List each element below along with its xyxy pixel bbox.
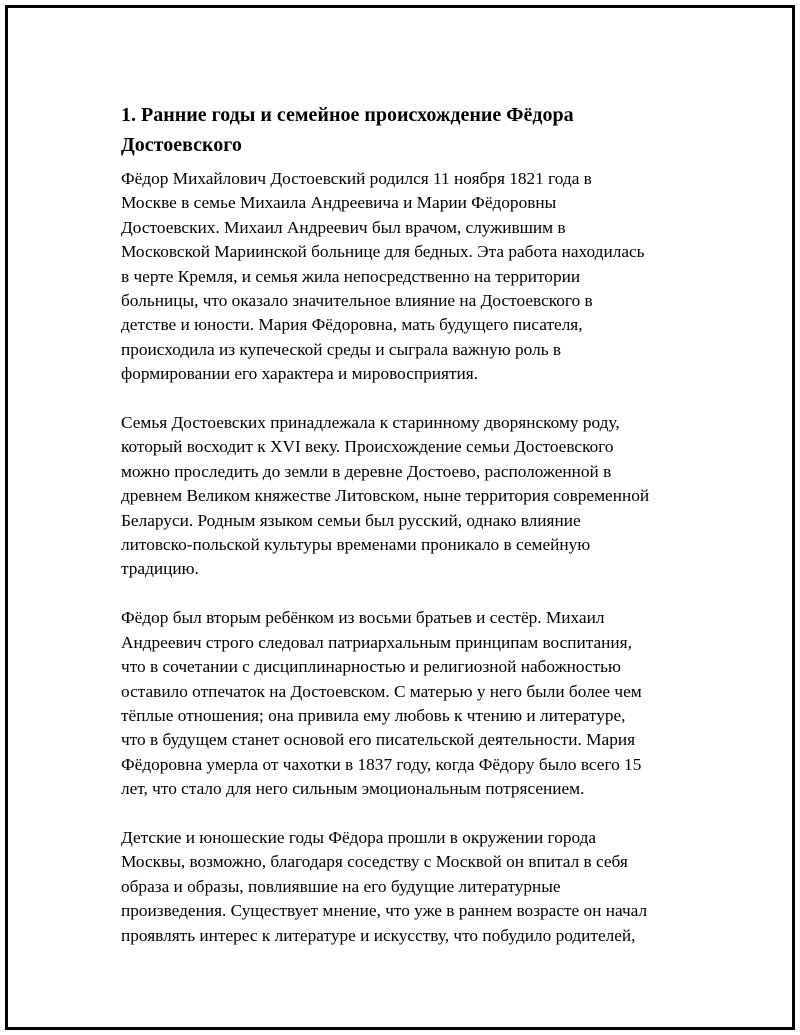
text-line: Московской Мариинской больнице для бедных. Эта работа находилась bbox=[121, 242, 645, 262]
text-line: больницы, что оказало значительное влияние на Достоевского в bbox=[121, 291, 593, 311]
text-line: Фёдоровна умерла от чахотки в 1837 году, когда Фёдору было всего 15 bbox=[121, 754, 642, 774]
text-line: образа и образы, повлиявшие на его будущие литературные bbox=[121, 876, 561, 896]
text-line: Москве в семье Михаила Андреевича и Марии Фёдоровны bbox=[121, 193, 557, 213]
paragraph-3 bbox=[121, 606, 701, 801]
text-line: что в сочетании с дисциплинарностью и религиозной набожностью bbox=[121, 657, 621, 677]
text-line: Семья Достоевских принадлежала к старинному дворянскому роду, bbox=[121, 413, 620, 433]
text-line: Детские и юношеские годы Фёдора прошли в окружении города bbox=[121, 827, 597, 847]
document-page bbox=[5, 5, 795, 1030]
text-line: Андреевич строго следовал патриархальным принципам воспитания, bbox=[121, 632, 632, 652]
heading-line: Достоевского bbox=[121, 134, 242, 156]
paragraph-4 bbox=[121, 826, 701, 948]
text-line: Москвы, возможно, благодаря соседству с Москвой он впитал в себя bbox=[121, 852, 628, 872]
text-line: литовско-польской культуры временами проникало в семейную bbox=[121, 535, 591, 555]
text-line: происходила из купеческой среды и сыграла важную роль в bbox=[121, 339, 562, 359]
text-line: что в будущем станет основой его писательской деятельности. Мария bbox=[121, 730, 636, 750]
text-line: лет, что стало для него сильным эмоциональным потрясением. bbox=[121, 779, 585, 799]
text-line: древнем Великом княжестве Литовском, ныне территория современной bbox=[121, 486, 650, 506]
section-heading bbox=[121, 100, 701, 160]
text-line: Фёдор Михайлович Достоевский родился 11 ноября 1821 года в bbox=[121, 169, 592, 188]
text-line: оставило отпечаток на Достоевском. С матерью у него были более чем bbox=[121, 681, 642, 701]
paragraph-1 bbox=[121, 167, 701, 387]
text-line: Беларуси. Родным языком семьи был русский, однако влияние bbox=[121, 510, 581, 530]
text-line: формировании его характера и мировосприятия. bbox=[121, 364, 479, 384]
text-line: который восходит к XVI веку. Происхождение семьи Достоевского bbox=[121, 437, 614, 457]
text-line: можно проследить до земли в деревне Достоево, расположенной в bbox=[121, 461, 612, 481]
document-content bbox=[121, 100, 701, 972]
text-line: тёплые отношения; она привила ему любовь к чтению и литературе, bbox=[121, 705, 626, 725]
text-line: Фёдор был вторым ребёнком из восьми братьев и сестёр. Михаил bbox=[121, 608, 605, 628]
paragraph-2 bbox=[121, 411, 701, 582]
heading-line: 1. Ранние годы и семейное происхождение Фёдора bbox=[121, 104, 574, 126]
text-line: детстве и юности. Мария Фёдоровна, мать будущего писателя, bbox=[121, 315, 583, 335]
text-line: в черте Кремля, и семья жила непосредственно на территории bbox=[121, 266, 581, 286]
text-line: произведения. Существует мнение, что уже в раннем возрасте он начал bbox=[121, 901, 648, 921]
text-line: Достоевских. Михаил Андреевич был врачом, служившим в bbox=[121, 217, 566, 237]
text-line: традицию. bbox=[121, 559, 199, 579]
text-line: проявлять интерес к литературе и искусству, что побудило родителей, bbox=[121, 925, 636, 945]
